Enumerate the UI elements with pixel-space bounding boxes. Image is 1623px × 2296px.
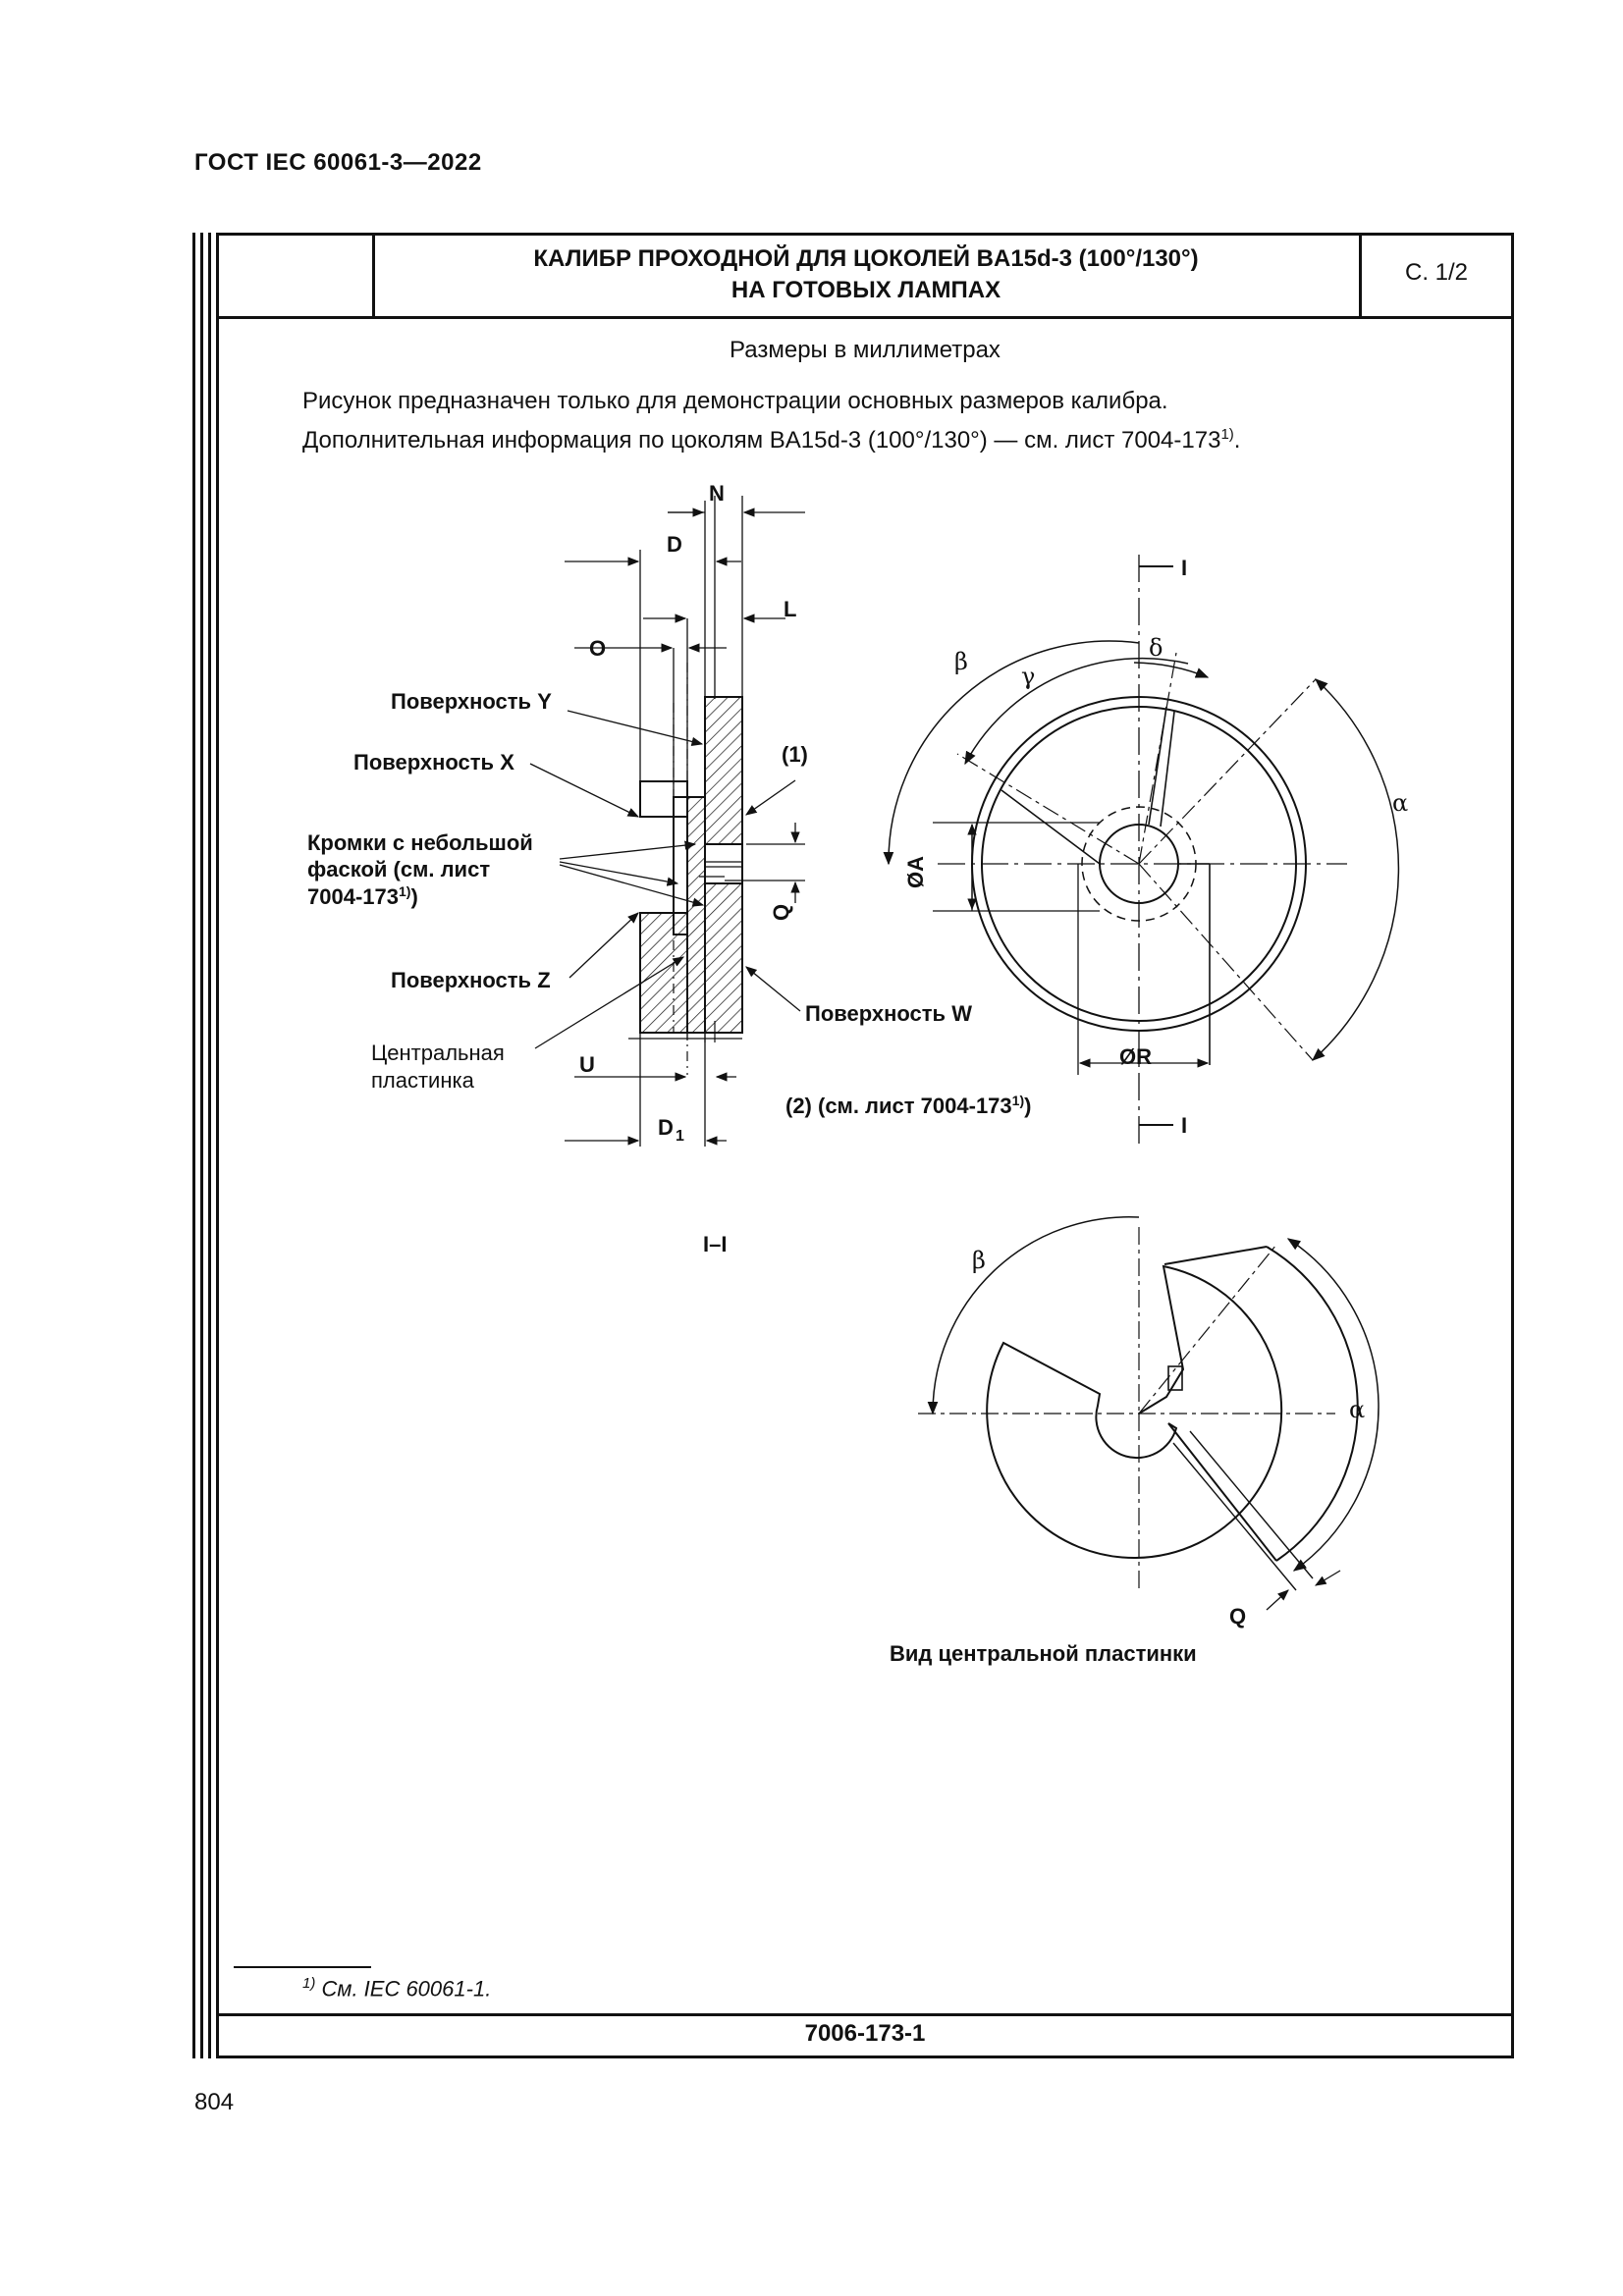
callout-2: (2) (см. лист 7004-173$^{1)}$) xyxy=(785,1093,1032,1118)
edges-label-line-1: Кромки с небольшой xyxy=(307,830,533,855)
central-plate-hatched xyxy=(687,797,705,1033)
diameter-a-label: ØA xyxy=(903,856,928,888)
description-line-1: Рисунок предназначен только для демонстрации основных размеров калибра. xyxy=(302,388,1168,414)
angle-gamma-label: γ xyxy=(1021,663,1036,690)
edges-label-line-3: 7004-173$^{1)}$) xyxy=(307,883,418,909)
dim-label-d1: D xyxy=(658,1115,674,1140)
dim-label-d: D xyxy=(667,532,682,557)
footnote xyxy=(302,1975,491,2002)
plate-view-caption: Вид центральной пластинки xyxy=(890,1641,1197,1666)
document-id: ГОСТ IEC 60061-3—2022 xyxy=(194,149,482,176)
sheet-page-label: С. 1/2 xyxy=(1404,259,1469,286)
plate-angle-alpha-label: α xyxy=(1349,1396,1366,1423)
plate-dim-q-label: Q xyxy=(1229,1604,1247,1629)
upper-body-outline xyxy=(640,781,687,817)
plate-angle-beta-label: β xyxy=(972,1247,986,1274)
footnote-mark: 1) xyxy=(302,1975,316,1992)
dim-label-o: O xyxy=(589,636,607,661)
sheet-title-line-2: НА ГОТОВЫХ ЛАМПАХ xyxy=(730,277,1001,303)
central-plate-label-line-1: Центральная xyxy=(371,1041,505,1065)
dim-label-u: U xyxy=(579,1052,595,1077)
surface-w-label: Поверхность W xyxy=(805,1001,972,1026)
section-mark-top: I xyxy=(1181,556,1188,580)
section-mark-bottom: I xyxy=(1181,1113,1188,1138)
page-number: 804 xyxy=(194,2089,235,2115)
angle-alpha-label: α xyxy=(1392,789,1409,817)
dim-label-l: L xyxy=(784,597,797,621)
footnote-separator xyxy=(234,1966,371,1968)
description-line-2: Дополнительная информация по цоколям BA15d-3 (100°/130°) — см. лист 7004-173$^{1)}$. xyxy=(302,426,1241,454)
dim-label-d1-subscript: 1 xyxy=(676,1128,684,1145)
dim-label-q-side: Q xyxy=(769,903,793,921)
callout-1: (1) xyxy=(782,742,808,767)
surface-x-label: Поверхность X xyxy=(353,750,514,774)
angle-beta-label: β xyxy=(954,648,968,675)
section-title: I–I xyxy=(703,1232,728,1256)
footnote-text: См. IEC 60061-1. xyxy=(321,1976,492,2002)
surface-y-label: Поверхность Y xyxy=(391,689,552,714)
edges-label-line-2: фаской (см. лист xyxy=(307,857,491,881)
surface-z-label: Поверхность Z xyxy=(391,968,551,992)
footnote-ref: 1) xyxy=(1220,426,1234,443)
central-plate-label-line-2: пластинка xyxy=(371,1068,474,1093)
side-section-view xyxy=(530,496,805,1147)
lower-body-hatched xyxy=(640,913,687,1033)
dim-label-n: N xyxy=(709,481,725,506)
dimensions-note: Размеры в миллиметрах xyxy=(730,337,1001,363)
slot-cutout xyxy=(705,844,742,883)
sheet-number: 7006-173-1 xyxy=(804,2020,926,2047)
diameter-r-label: ØR xyxy=(1119,1044,1152,1069)
central-plate-view xyxy=(918,1217,1379,1610)
angle-delta-label: δ xyxy=(1149,634,1163,662)
sheet-title-line-1: КАЛИБР ПРОХОДНОЙ ДЛЯ ЦОКОЛЕЙ BA15d-3 (100°/130°) xyxy=(533,245,1199,272)
